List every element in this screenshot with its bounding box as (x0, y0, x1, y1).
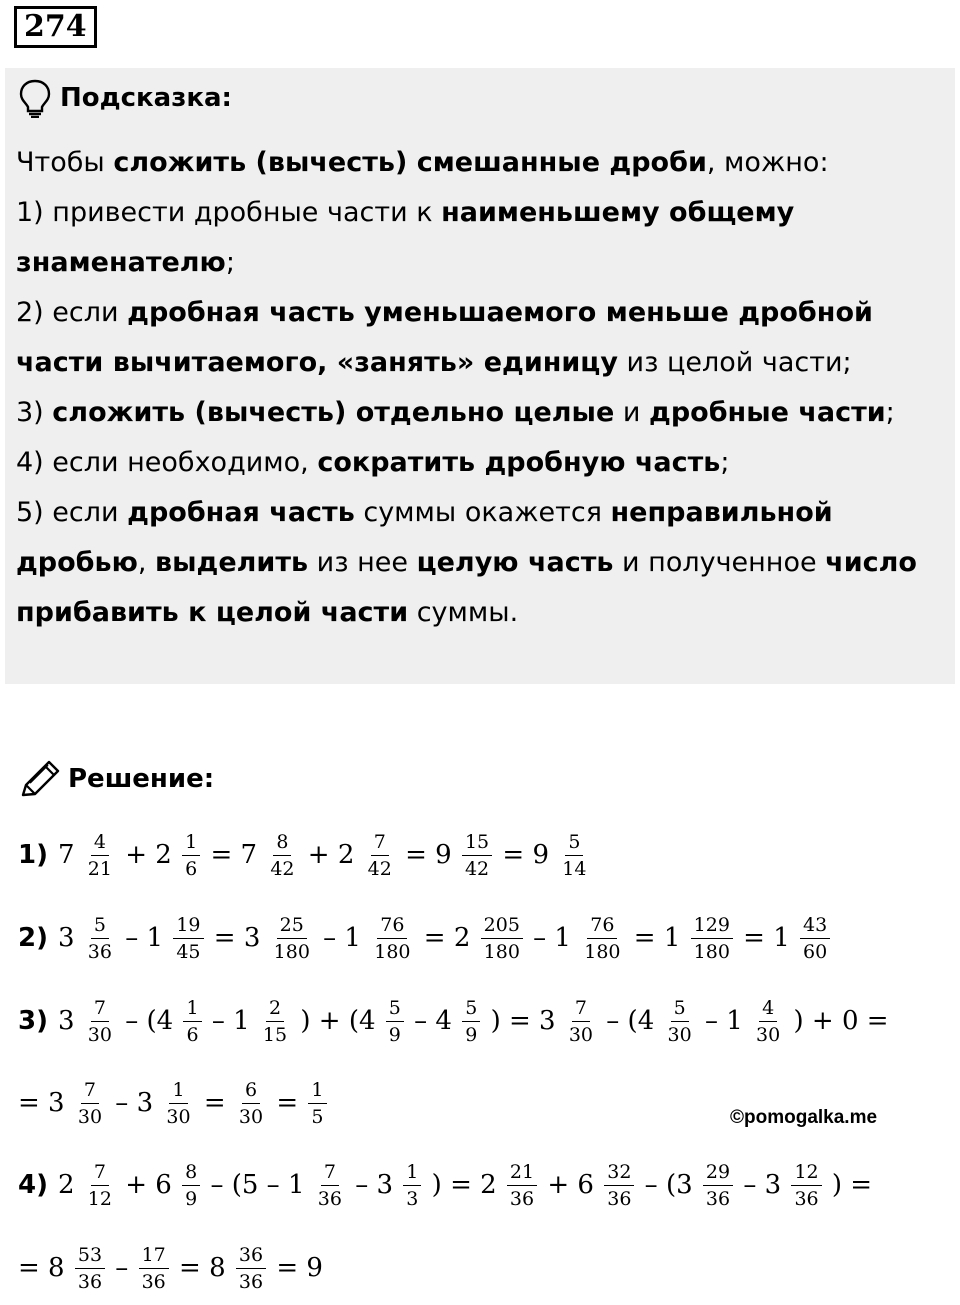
solution-line (18, 988, 889, 1054)
fraction (308, 1079, 326, 1128)
math-text: – (5 – 1 (202, 1170, 313, 1200)
denominator: 21 (87, 857, 112, 880)
denominator: 36 (87, 940, 112, 963)
numerator: 5 (462, 997, 480, 1022)
fraction (365, 831, 395, 880)
math-text: – 1 (203, 1006, 258, 1036)
math-text: = 1 (625, 923, 689, 953)
math-text: ) + (4 (292, 1006, 384, 1036)
hint-text-segment: 4) если необходимо, (16, 447, 318, 478)
denominator: 6 (185, 857, 198, 880)
fraction (75, 1244, 105, 1293)
solution-line (18, 822, 591, 888)
math-text: = 8 (170, 1253, 234, 1283)
numerator: 7 (81, 1079, 99, 1104)
hint-bold-text: знаменателю (16, 247, 226, 278)
hint-bold-text: сократить дробную часть (317, 447, 721, 478)
solution-line (18, 1070, 329, 1136)
denominator: 12 (87, 1187, 112, 1210)
numerator: 7 (371, 831, 389, 856)
numerator: 7 (91, 1161, 109, 1186)
hint-text-segment: и полученное (613, 547, 826, 578)
numerator: 25 (277, 914, 307, 939)
numerator: 6 (242, 1079, 260, 1104)
math-text: = 2 (415, 923, 479, 953)
fraction (753, 997, 783, 1046)
math-text: – (3 (636, 1170, 701, 1200)
hint-text-segment: 5) если (16, 497, 128, 528)
hint-line (16, 188, 946, 238)
denominator: 30 (667, 1023, 692, 1046)
math-text: = 3 (205, 923, 269, 953)
fraction (267, 831, 297, 880)
fraction (581, 914, 623, 963)
step-number: 4) (18, 1170, 48, 1200)
numerator: 8 (182, 1161, 200, 1186)
math-text: ) = 3 (482, 1006, 564, 1036)
pencil-icon (18, 759, 62, 799)
fraction (566, 997, 596, 1046)
numerator: 19 (173, 914, 203, 939)
math-text: = (268, 1088, 307, 1118)
numerator: 76 (377, 914, 407, 939)
numerator: 15 (462, 831, 492, 856)
math-text: = 8 (18, 1253, 73, 1283)
fraction (481, 914, 523, 963)
solution-line (18, 905, 832, 971)
math-text: = 9 (268, 1253, 323, 1283)
hint-text-segment: , (137, 547, 156, 578)
hint-text-segment: из нее (308, 547, 417, 578)
math-text: = (195, 1088, 234, 1118)
math-text: – 1 (524, 923, 580, 953)
math-text: = 7 (202, 840, 266, 870)
denominator: 180 (584, 940, 621, 963)
fraction (386, 997, 404, 1046)
fraction (236, 1079, 266, 1128)
numerator: 32 (604, 1161, 634, 1186)
denominator: 45 (176, 940, 201, 963)
denominator: 36 (794, 1187, 819, 1210)
fraction (507, 1161, 537, 1210)
hint-text-segment: и (614, 397, 650, 428)
hint-bold-text: дробная часть уменьшаемого меньше дробной (127, 297, 873, 328)
denominator: 42 (367, 857, 392, 880)
numerator: 1 (183, 997, 201, 1022)
denominator: 14 (562, 857, 587, 880)
fraction (315, 1161, 345, 1210)
math-text: 2 (57, 1170, 83, 1200)
hint-title-text: Подсказка: (60, 83, 232, 113)
math-text: + 6 (539, 1170, 603, 1200)
math-text: = 9 (494, 840, 558, 870)
denominator: 30 (756, 1023, 781, 1046)
numerator: 43 (800, 914, 830, 939)
numerator: 4 (759, 997, 777, 1022)
math-text: 7 (57, 840, 83, 870)
fraction (182, 1161, 200, 1210)
hint-line (16, 438, 946, 488)
denominator: 5 (311, 1105, 324, 1128)
solution-title (18, 758, 214, 800)
denominator: 30 (568, 1023, 594, 1046)
math-text: ) + 0 = (785, 1006, 889, 1036)
hint-text-segment: 2) если (16, 297, 128, 328)
fraction (791, 1161, 821, 1210)
fraction (559, 831, 589, 880)
fraction (604, 1161, 634, 1210)
numerator: 12 (791, 1161, 821, 1186)
hint-text-segment: 3) (16, 397, 53, 428)
math-text: – 4 (405, 1006, 461, 1036)
numerator: 1 (169, 1079, 187, 1104)
denominator: 30 (87, 1023, 112, 1046)
fraction (139, 1244, 169, 1293)
fraction (260, 997, 290, 1046)
task-number: 274 (14, 6, 97, 48)
math-text: – 3 (735, 1170, 790, 1200)
denominator: 36 (705, 1187, 731, 1210)
hint-line (16, 538, 946, 588)
math-text: + 2 (116, 840, 181, 870)
fraction (163, 1079, 193, 1128)
fraction (665, 997, 695, 1046)
denominator: 30 (77, 1105, 103, 1128)
math-text: + 6 (116, 1170, 181, 1200)
step-number: 1) (18, 840, 48, 870)
math-text: + 2 (299, 840, 363, 870)
denominator: 30 (166, 1105, 191, 1128)
solution-line (18, 1152, 872, 1218)
hint-bold-text: прибавить к целой части (16, 597, 409, 628)
numerator: 53 (75, 1244, 105, 1269)
numerator: 4 (91, 831, 109, 856)
denominator: 180 (374, 940, 411, 963)
hint-text-segment: 1) привести дробные части к (16, 197, 442, 228)
fraction (75, 1079, 105, 1128)
hint-bold-text: выделить (155, 547, 309, 578)
step-number: 3) (18, 1006, 48, 1036)
hint-line (16, 138, 946, 188)
hint-text (16, 138, 946, 638)
fraction (236, 1244, 266, 1293)
denominator: 36 (238, 1270, 264, 1293)
fraction (462, 831, 492, 880)
math-text: – (4 (598, 1006, 663, 1036)
hint-text-segment: ; (720, 447, 730, 478)
hint-text-segment: суммы. (408, 597, 519, 628)
math-text: – (4 (116, 1006, 182, 1036)
fraction (85, 831, 115, 880)
math-text: – 1 (314, 923, 370, 953)
numerator: 17 (139, 1244, 169, 1269)
fraction (182, 831, 200, 880)
denominator: 180 (693, 940, 730, 963)
hint-bold-text: наименьшему общему (441, 197, 795, 228)
denominator: 36 (317, 1187, 342, 1210)
denominator: 9 (465, 1023, 478, 1046)
denominator: 42 (270, 857, 295, 880)
numerator: 2 (266, 997, 284, 1022)
numerator: 5 (565, 831, 583, 856)
math-text: 3 (57, 923, 83, 953)
numerator: 36 (236, 1244, 266, 1269)
math-text: 3 (57, 1006, 83, 1036)
lightbulb-icon (18, 78, 52, 118)
hint-bold-text: число (825, 547, 917, 578)
numerator: 7 (321, 1161, 339, 1186)
math-text: – 1 (116, 923, 172, 953)
hint-bold-text: сложить (вычесть) смешанные дроби (113, 147, 707, 178)
denominator: 36 (509, 1187, 535, 1210)
math-text: – 3 (107, 1088, 162, 1118)
step-number: 2) (18, 923, 48, 953)
hint-title (18, 78, 232, 118)
hint-line (16, 238, 946, 288)
hint-bold-text: части вычитаемого, «занять» единицу (16, 347, 618, 378)
fraction (85, 997, 115, 1046)
math-text: – (107, 1253, 137, 1283)
solution-line (18, 1235, 323, 1301)
denominator: 6 (186, 1023, 199, 1046)
hint-text-segment: Чтобы (16, 147, 114, 178)
numerator: 129 (691, 914, 733, 939)
math-text: ) = 2 (423, 1170, 505, 1200)
denominator: 15 (262, 1023, 288, 1046)
math-text: ) = (823, 1170, 873, 1200)
fraction (462, 997, 480, 1046)
fraction (173, 914, 203, 963)
hint-text-segment: из целой части; (617, 347, 852, 378)
denominator: 36 (77, 1270, 103, 1293)
math-text: – 3 (346, 1170, 402, 1200)
hint-text-segment: ; (225, 247, 235, 278)
math-text: = 9 (396, 840, 460, 870)
hint-text-segment: ; (885, 397, 895, 428)
denominator: 3 (406, 1187, 419, 1210)
numerator: 29 (703, 1161, 733, 1186)
hint-bold-text: дробью (16, 547, 138, 578)
numerator: 1 (308, 1079, 326, 1104)
numerator: 1 (182, 831, 200, 856)
numerator: 7 (91, 997, 109, 1022)
denominator: 36 (607, 1187, 632, 1210)
numerator: 21 (507, 1161, 537, 1186)
numerator: 5 (671, 997, 689, 1022)
fraction (691, 914, 733, 963)
denominator: 180 (273, 940, 310, 963)
fraction (800, 914, 830, 963)
numerator: 7 (572, 997, 590, 1022)
denominator: 36 (141, 1270, 166, 1293)
hint-line (16, 338, 946, 388)
fraction (85, 914, 115, 963)
math-text: = 3 (18, 1088, 73, 1118)
fraction (85, 1161, 115, 1210)
denominator: 42 (464, 857, 490, 880)
hint-text-segment: суммы окажется (354, 497, 611, 528)
denominator: 30 (238, 1105, 264, 1128)
fraction (703, 1161, 733, 1210)
hint-bold-text: дробные части (649, 397, 886, 428)
numerator: 205 (481, 914, 523, 939)
math-text: = 1 (734, 923, 799, 953)
denominator: 9 (388, 1023, 401, 1046)
fraction (371, 914, 413, 963)
fraction (403, 1161, 421, 1210)
denominator: 180 (483, 940, 520, 963)
hint-bold-text: неправильной (610, 497, 833, 528)
denominator: 9 (185, 1187, 198, 1210)
hint-bold-text: сложить (вычесть) отдельно целые (52, 397, 615, 428)
math-text: – 1 (696, 1006, 752, 1036)
hint-bold-text: целую часть (416, 547, 614, 578)
numerator: 8 (273, 831, 291, 856)
hint-line (16, 288, 946, 338)
hint-bold-text: дробная часть (127, 497, 355, 528)
numerator: 5 (91, 914, 109, 939)
denominator: 60 (803, 940, 828, 963)
fraction (183, 997, 201, 1046)
hint-text-segment: , можно: (706, 147, 829, 178)
numerator: 1 (403, 1161, 421, 1186)
hint-line (16, 388, 946, 438)
fraction (271, 914, 313, 963)
watermark: ©pomogalka.me (730, 1107, 878, 1128)
solution-title-text: Решение: (68, 764, 215, 794)
numerator: 5 (386, 997, 404, 1022)
hint-line (16, 488, 946, 538)
numerator: 76 (587, 914, 617, 939)
hint-line (16, 588, 946, 638)
